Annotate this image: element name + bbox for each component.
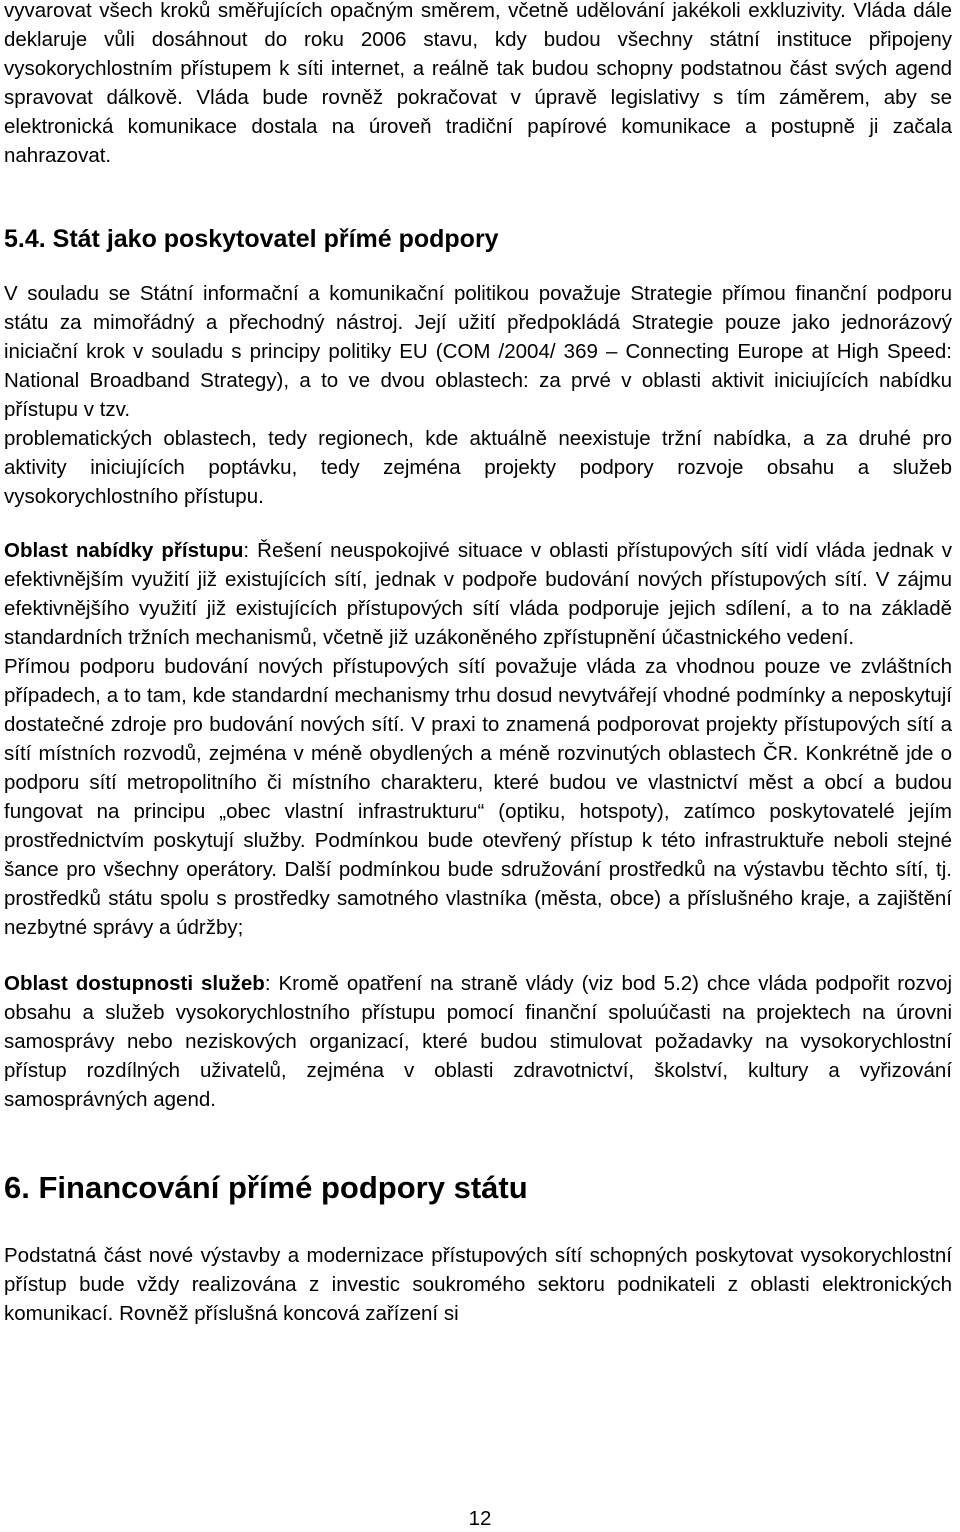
section-5-4-paragraph: V souladu se Státní informační a komunikační politikou považuje Strategie přímou finanční podporu státu za mimořádný a přechodný nástroj. Její užití předpokládá Strategie pouze jako jednorázový iniciační krok v souladu s principy politiky EU (COM /2004/ 369 – Connecting Europe at High Speed: National Broadband Strategy), a to ve dvou oblastech: za prvé v oblasti aktivit iniciujících nabídku přístupu v tzv. bbox=[4, 282, 952, 421]
service-availability-paragraph bbox=[4, 969, 952, 1114]
access-offer-text: : Řešení neuspokojivé situace v oblasti přístupových sítí vidí vláda jednak v efektivnějším využití již existujících sítí, jednak v podpoře budování nových přístupových sítí. V zájmu efektivnějšího využití již existujících přístupových sítí vláda podporuje jejich sdílení, a to na základě standardních tržních mechanismů, včetně již uzákoněného zpřístupnění účastnického vedení. bbox=[4, 539, 953, 649]
service-availability-label: Oblast dostupnosti služeb bbox=[4, 972, 265, 995]
access-offer-label: Oblast nabídky přístupu bbox=[4, 539, 244, 562]
section-5-4-heading: 5.4. Stát jako poskytovatel přímé podpory bbox=[4, 225, 499, 253]
document-page bbox=[4, 0, 952, 1328]
access-offer-paragraph bbox=[4, 536, 952, 652]
financing-paragraph: Podstatná část nové výstavby a modernizace přístupových sítí schopných poskytovat vysokorychlostní přístup bude vždy realizována z investic soukromého sektoru podnikateli z oblasti elektronických komunikací. Rovněž příslušná koncová zařízení si bbox=[4, 1244, 952, 1325]
intro-paragraph: vyvarovat všech kroků směřujících opačným směrem, včetně udělování jakékoli exkluzivity. Vláda dále deklaruje vůli dosáhnout do roku 2006 stavu, kdy budou všechny státní instituce připojeny vysokorychlostním přístupem k síti internet, a reálně tak budou schopny podstatnou část svých agend spravovat dálkově. Vláda bude rovněž pokračovat v úpravě legislativy s tím záměrem, aby se elektronická komunikace dostala na úroveň tradiční papírové komunikace a postupně ji začala nahrazovat. bbox=[4, 0, 952, 167]
problem-areas-paragraph: problematických oblastech, tedy regionech, kde aktuálně neexistuje tržní nabídka, a za druhé pro aktivity iniciujících poptávku, tedy zejména projekty podpory rozvoje obsahu a služeb vysokorychlostního přístupu. bbox=[4, 427, 952, 508]
service-availability-text: : Kromě opatření na straně vlády (viz bod 5.2) chce vláda podpořit rozvoj obsahu a služeb vysokorychlostního přístupu pomocí finanční spoluúčasti na projektech na úrovni samosprávy nebo neziskových organizací, které budou stimulovat požadavky na vysokorychlostní přístup rozdílných uživatelů, zejména v oblasti zdravotnictví, školství, kultury a vyřizování samosprávných agend. bbox=[4, 972, 952, 1111]
section-6-heading: 6. Financování přímé podpory státu bbox=[4, 1170, 528, 1205]
page-number: 12 bbox=[468, 1507, 492, 1530]
direct-support-paragraph: Přímou podporu budování nových přístupových sítí považuje vláda za vhodnou pouze ve zvláštních případech, a to tam, kde standardní mechanismy trhu dosud nevytvářejí vhodné podmínky a neposkytují dostatečné zdroje pro budování nových sítí. V praxi to znamená podporovat projekty přístupových sítí a sítí místních rozvodů, zejména v méně obydlených a méně rozvinutých oblastech ČR. Konkrétně jde o podporu sítí metropolitního či místního charakteru, které budou ve vlastnictví měst a obcí a budou fungovat na principu „obec vlastní infrastrukturu“ (optiku, hotspoty), zatímco poskytovatelé jejím prostřednictvím poskytují služby. Podmínkou bude otevřený přístup k této infrastruktuře neboli stejné šance pro všechny operátory. Další podmínkou bude sdružování prostředků na výstavbu těchto sítí, tj. prostředků státu spolu s prostředky samotného vlastníka (města, obce) a příslušného kraje, a zajištění nezbytné správy a údržby; bbox=[4, 655, 952, 939]
